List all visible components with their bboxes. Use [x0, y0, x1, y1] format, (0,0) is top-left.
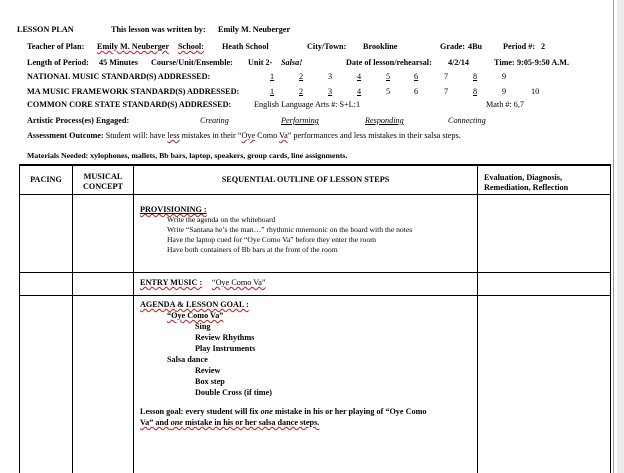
- row1-bottom-border: [19, 272, 611, 273]
- agenda-song-item: Review Rhythms: [195, 333, 255, 342]
- col-eval-header-1: Evaluation, Diagnosis,: [484, 173, 563, 182]
- length-label: Length of Period:: [27, 58, 89, 67]
- agenda-dance: Salsa dance: [167, 355, 208, 364]
- header-bottom-border: [19, 194, 611, 195]
- math-standard: Math #: 6,7: [486, 100, 524, 109]
- agenda-heading: AGENDA & LESSON GOAL :: [140, 300, 249, 309]
- process-creating: Creating: [200, 116, 229, 125]
- provisioning-item: Have the laptop cued for “Oye Como Va” before they enter the room: [167, 235, 377, 244]
- ma-std-10: 10: [531, 87, 540, 96]
- national-std-7: 7: [444, 72, 449, 81]
- ma-std-6: 6: [414, 87, 419, 96]
- common-core-label: COMMON CORE STATE STANDARD(S) ADDRESSED:: [27, 100, 232, 109]
- national-std-9: 9: [502, 72, 507, 81]
- ma-std-2: 2: [299, 87, 304, 96]
- period-label: Period #:: [503, 42, 536, 51]
- ma-std-8: 8: [473, 87, 478, 96]
- ma-std-3: 3: [328, 87, 333, 96]
- provisioning-item: Write the agenda on the whiteboard: [167, 215, 276, 224]
- agenda-dance-item: Box step: [195, 377, 225, 386]
- agenda-song-item: Play Instruments: [195, 344, 256, 353]
- national-std-2: 2: [299, 72, 304, 81]
- ma-standards-label: MA MUSIC FRAMEWORK STANDARD(S) ADDRESSED:: [27, 87, 240, 96]
- written-by-label: This lesson was written by:: [111, 25, 206, 34]
- national-std-3: 3: [328, 72, 333, 81]
- process-responding: Responding: [365, 116, 404, 125]
- outline-divider: [477, 164, 478, 473]
- provisioning-item: Have both containers of Bb bars at the front of the room: [167, 245, 338, 254]
- school-label: School:: [178, 42, 204, 51]
- doc-title: LESSON PLAN: [17, 25, 74, 34]
- agenda-song-item: Sing: [195, 322, 211, 331]
- course-italic: Salsa!: [281, 58, 303, 67]
- time-value: 9:05-9:50 A.M.: [517, 58, 570, 67]
- course-label: Course/Unit/Ensemble:: [151, 58, 233, 67]
- teacher-label: Teacher of Plan:: [27, 42, 85, 51]
- period-value: 2: [541, 42, 546, 51]
- col-eval-header-2: Remediation, Reflection: [484, 183, 569, 192]
- city-label: City/Town:: [307, 42, 347, 51]
- grade-label: Grade:: [440, 42, 466, 51]
- provisioning-item: Write “Santana he’s the man…” rhythmic mnemonic on the board with the notes: [167, 225, 413, 234]
- ma-std-9: 9: [502, 87, 507, 96]
- col-concept-header-2: CONCEPT: [82, 182, 124, 191]
- ma-std-7: 7: [444, 87, 449, 96]
- length-value: 45 Minutes: [99, 58, 138, 67]
- process-connecting: Connecting: [448, 116, 486, 125]
- course-value: Unit 2-: [248, 58, 273, 67]
- entry-music-label: ENTRY MUSIC :: [140, 278, 203, 287]
- agenda-song: “Oye Como Va”: [167, 311, 224, 320]
- materials-needed: Materials Needed: xylophones, mallets, Bb bars, laptop, speakers, group cards, line assignments.: [27, 151, 348, 160]
- school-name: Heath School: [222, 42, 269, 51]
- table-top-border: [19, 164, 611, 166]
- artistic-process-label: Artistic Process(es) Engaged:: [27, 116, 130, 125]
- agenda-dance-item: Review: [195, 366, 221, 375]
- national-std-1: 1: [270, 72, 275, 81]
- lesson-goal-line-1: Lesson goal: every student will fix one mistake in his or her playing of “Oye Como: [140, 407, 427, 416]
- time-label: Time:: [494, 58, 515, 67]
- national-std-4: 4: [357, 72, 362, 81]
- table-right-border: [610, 164, 611, 473]
- provisioning-heading: PROVISIONING :: [140, 205, 207, 214]
- col-outline-header: SEQUENTIAL OUTLINE OF LESSON STEPS: [221, 175, 390, 184]
- process-performing: Performing: [281, 116, 319, 125]
- ma-std-4: 4: [357, 87, 362, 96]
- date-value: 4/2/14: [448, 58, 469, 67]
- national-standards-label: NATIONAL MUSIC STANDARD(S) ADDRESSED:: [27, 72, 211, 81]
- col-pacing-header: PACING: [30, 175, 62, 184]
- concept-divider: [133, 164, 134, 473]
- national-std-8: 8: [473, 72, 478, 81]
- table-left-border: [19, 164, 20, 473]
- col-concept-header-1: MUSICAL: [83, 172, 123, 181]
- ma-std-5: 5: [386, 87, 391, 96]
- assessment-outcome: Assessment Outcome: Student will: have less mistakes in their “Oye Como Va” performances and less mistakes in their salsa steps.: [27, 131, 461, 140]
- row2-bottom-border: [19, 295, 611, 296]
- national-std-5: 5: [386, 72, 391, 81]
- ela-standard: English Language Arts #: S+L:1: [254, 100, 361, 109]
- city-name: Brookline: [363, 42, 398, 51]
- page-gutter: [617, 0, 624, 473]
- national-std-6: 6: [414, 72, 419, 81]
- teacher-name: Emily M. Neuberger: [97, 42, 170, 51]
- ma-std-1: 1: [270, 87, 275, 96]
- grade-value: 4Bu: [468, 42, 483, 51]
- date-label: Date of lesson/rehearsal:: [346, 58, 432, 67]
- lesson-goal-line-2: Va” and one mistake in his or her salsa dance steps.: [140, 418, 320, 427]
- agenda-dance-item: Double Cross (if time): [195, 388, 272, 397]
- written-by-name: Emily M. Neuberger: [218, 25, 291, 34]
- entry-music-value: “Oye Como Va”: [212, 278, 266, 287]
- pacing-divider: [72, 164, 73, 473]
- page-edge: [613, 0, 614, 473]
